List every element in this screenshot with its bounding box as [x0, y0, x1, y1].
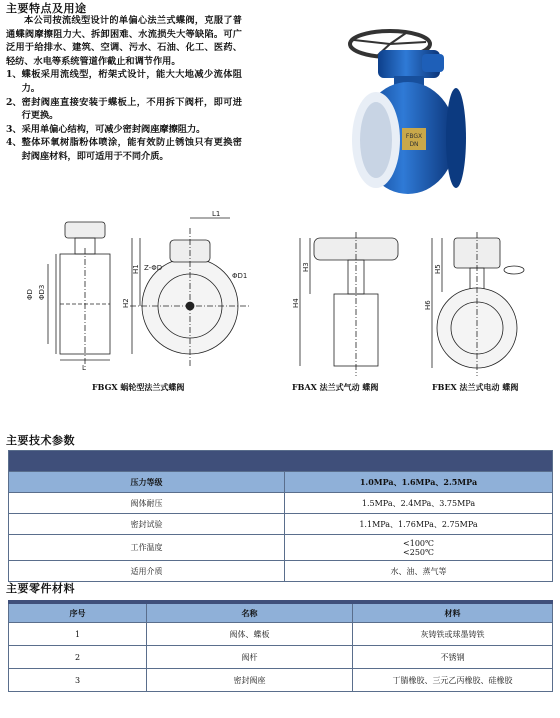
feature-item: 3、 采用单偏心结构，可减少密封阀座摩擦阻力。	[6, 123, 206, 135]
nameplate-text: FBGX	[405, 133, 423, 140]
feature-item: 2、 密封阀座直接安装于蝶板上，不用拆下阀杆，即可进行更换。	[6, 96, 242, 122]
dim-label: ΦD1	[232, 272, 248, 280]
caption-fbgx: FBGX 蜗轮型法兰式蝶阀	[92, 382, 185, 392]
dim-label: ΦD3	[38, 284, 46, 300]
table-row: 3 密封阀座 丁腈橡胶、三元乙丙橡胶、硅橡胶	[9, 669, 553, 692]
param-label: 压力等级	[9, 472, 285, 493]
param-value: <100℃ <250℃	[285, 535, 553, 561]
col-header-no: 序号	[9, 602, 147, 623]
param-value: 水、油、蒸气等	[285, 561, 553, 582]
param-value: 1.1MPa、1.76MPa、2.75MPa	[285, 514, 553, 535]
section-title-features: 主要特点及用途	[6, 2, 87, 15]
dim-label: ΦD	[26, 289, 34, 300]
dim-label: H5	[434, 264, 442, 274]
param-label: 阀体耐压	[9, 493, 285, 514]
feature-item: 1、 蝶板采用流线型，桁架式设计，能大大地减少流体阻力。	[6, 69, 242, 94]
dim-label: H3	[302, 262, 310, 272]
table-row: 1 阀体、蝶板 灰铸铁或球墨铸铁	[9, 623, 553, 646]
dim-label: L	[82, 364, 86, 372]
fbgx-drawing	[20, 208, 270, 378]
col-header-name: 名称	[147, 602, 353, 623]
table-row	[9, 514, 553, 535]
section-title-params: 主要技术参数	[6, 434, 75, 447]
param-value: 1.5MPa、2.4MPa、3.75MPa	[285, 493, 553, 514]
params-table-header-bar	[9, 451, 553, 472]
dim-label: H4	[292, 298, 300, 308]
param-label: 适用介质	[9, 561, 285, 582]
dim-label: L1	[212, 210, 221, 218]
param-value: 1.0MPa、1.6MPa、2.5MPa	[285, 472, 553, 493]
section-title-materials: 主要零件材料	[6, 582, 75, 595]
col-header-material: 材料	[353, 602, 553, 623]
valve-photo	[318, 28, 518, 196]
table-row	[9, 493, 553, 514]
intro-paragraph: 本公司按流线型设计的单偏心法兰式蝶阀，克服了普通蝶阀摩擦阻力大、拆卸困难、水流损失大等缺陷。可广泛用于给排水、建筑、空调、污水、石油、化工、医药、轻纺、水电等系统管道作截止和调节作用。	[6, 15, 242, 67]
fbax-drawing	[280, 230, 410, 380]
param-label: 密封试验	[9, 514, 285, 535]
fbex-drawing	[410, 230, 540, 380]
table-row	[9, 535, 553, 561]
dim-label: H2	[122, 298, 130, 308]
materials-table	[8, 600, 553, 692]
features-text	[6, 14, 242, 164]
table-header-row	[9, 602, 553, 623]
feature-item: 4、 整体环氧树脂粉体喷涂，能有效防止锈蚀只有更换密封阀座材料，即可适用于不同介质。	[6, 137, 242, 162]
caption-fbex: FBEX 法兰式电动 蝶阀	[432, 382, 519, 392]
nameplate-text: DN	[409, 141, 419, 148]
dim-label: H1	[132, 264, 140, 274]
table-row	[9, 472, 553, 493]
table-row: 2 阀杆 不锈钢	[9, 646, 553, 669]
dim-label: Z-ΦD	[144, 264, 163, 272]
table-row	[9, 561, 553, 582]
params-table	[8, 450, 553, 582]
dim-label: H6	[424, 300, 432, 310]
param-label: 工作温度	[9, 535, 285, 561]
caption-fbax: FBAX 法兰式气动 蝶阀	[292, 382, 379, 392]
